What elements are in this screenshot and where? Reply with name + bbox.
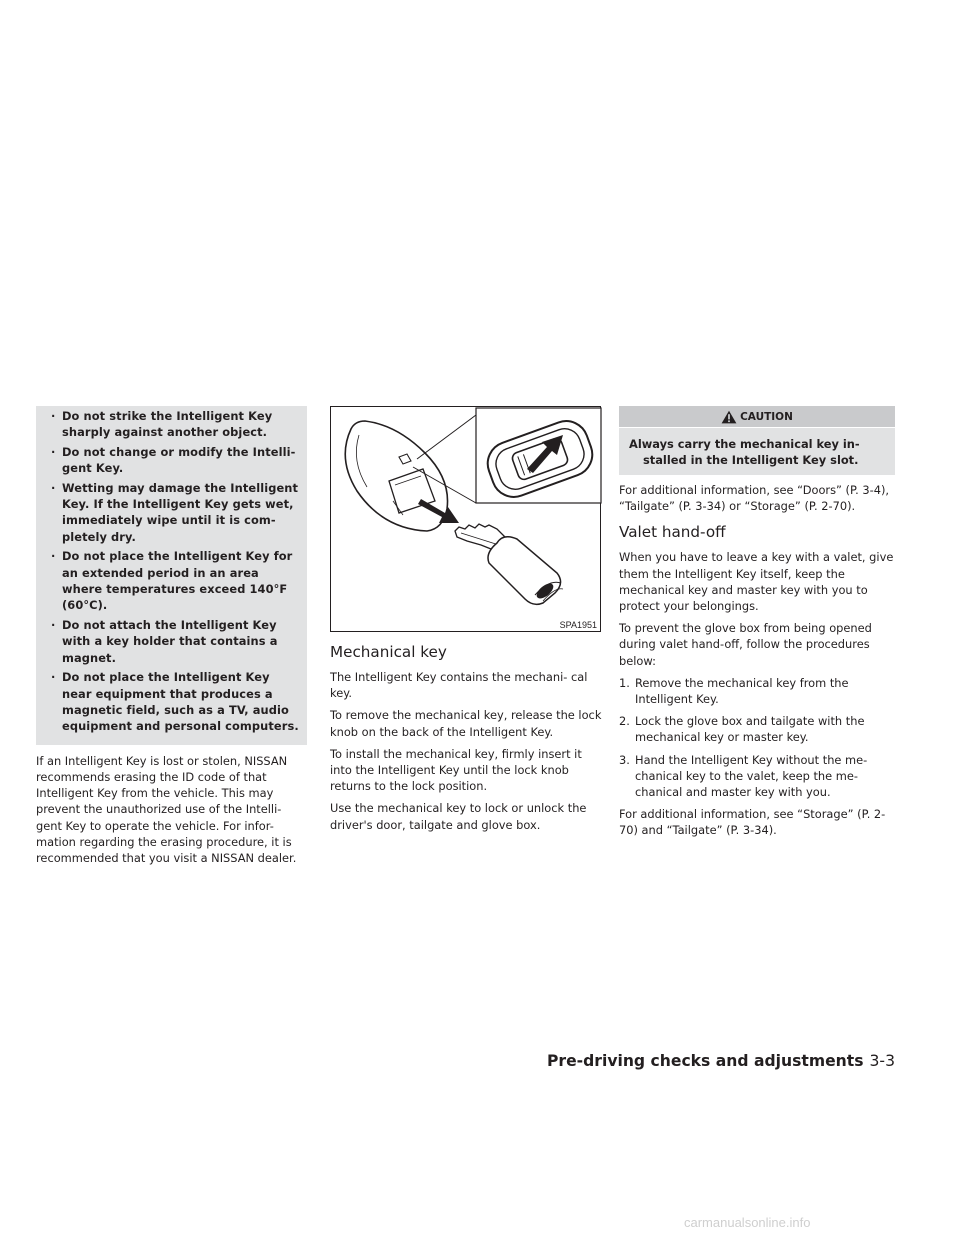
procedure-list <box>619 675 895 800</box>
page-number: 3-3 <box>869 1052 895 1070</box>
warning-item: · Do not place the Intelligent Key near equipment that produces a magnetic field, such as a TV, audio equipment and personal computers. <box>42 669 303 735</box>
body-paragraph: The Intelligent Key contains the mechani- cal key. <box>330 670 588 701</box>
caution-line: stalled in the Intelligent Key slot. <box>643 453 859 467</box>
caution-label: CAUTION <box>740 410 793 423</box>
warning-triangle-icon <box>721 410 737 424</box>
body-paragraph: To remove the mechanical key, release the lock knob on the back of the Intelligent Key. <box>330 708 602 739</box>
section-heading: Mechanical key <box>330 643 447 661</box>
warning-item: · Do not change or modify the Intelli- gent Key. <box>42 444 303 477</box>
section-title: Pre-driving checks and adjustments <box>546 1052 864 1070</box>
warning-item: · Do not strike the Intelligent Key sharply against another object. <box>42 408 303 441</box>
body-paragraph: Use the mechanical key to lock or unlock the driver's door, tailgate and glove box. <box>330 801 587 832</box>
lost-key-paragraph: If an Intelligent Key is lost or stolen, NISSAN recommends erasing the ID code of that Intelligent Key from the vehicle. This may prevent the unauthorized use of the Intelli- gent Key to operate the vehicle. For infor- mation regarding the erasing procedure, it is recommended that you visit a NISSAN dealer. <box>36 753 297 865</box>
body-paragraph: To prevent the glove box from being opened during valet hand-off, follow the procedures below: <box>619 621 872 668</box>
warning-item: · Do not attach the Intelligent Key with a key holder that contains a magnet. <box>42 617 303 666</box>
page-footer <box>547 1052 895 1070</box>
key-removal-illustration <box>331 407 602 633</box>
watermark: carmanualsonline.info <box>684 1215 811 1230</box>
left-column <box>36 406 307 872</box>
caution-text <box>619 428 895 475</box>
body-paragraph: For additional information, see “Storage” (P. 2-70) and “Tailgate” (P. 3-34). <box>619 807 886 838</box>
right-column <box>619 406 895 845</box>
warning-item: · Wetting may damage the Intelligent Key. If the Intelligent Key gets wet, immediately wipe until it is com- pletely dry. <box>42 480 303 546</box>
procedure-step: 2. Lock the glove box and tailgate with the mechanical key or master key. <box>619 714 865 745</box>
caution-line: Always carry the mechanical key in- <box>629 437 860 451</box>
body-paragraph: To install the mechanical key, firmly insert it into the Intelligent Key until the lock knob returns to the lock position. <box>330 746 582 794</box>
warning-list <box>42 408 303 735</box>
middle-column <box>330 406 603 839</box>
mechanical-key-figure <box>330 406 601 632</box>
section-heading: Valet hand-off <box>619 523 726 542</box>
procedure-step: 1. Remove the mechanical key from the Intelligent Key. <box>619 675 849 707</box>
body-paragraph: When you have to leave a key with a valet, give them the Intelligent Key itself, keep the mechanical key and master key with you to protect your belongings. <box>619 550 894 614</box>
procedure-step: 3. Hand the Intelligent Key without the me- chanical key to the valet, keep the me- chanical and master key with you. <box>619 752 868 800</box>
caution-header <box>619 406 895 427</box>
figure-code: SPA1951 <box>559 620 597 630</box>
body-paragraph: For additional information, see “Doors” (P. 3-4), “Tailgate” (P. 3-34) or “Storage” (P. 2-70). <box>619 483 890 514</box>
warning-item: · Do not place the Intelligent Key for an extended period in an area where temperatures exceed 140°F (60°C). <box>42 548 303 614</box>
warning-box <box>36 406 307 745</box>
